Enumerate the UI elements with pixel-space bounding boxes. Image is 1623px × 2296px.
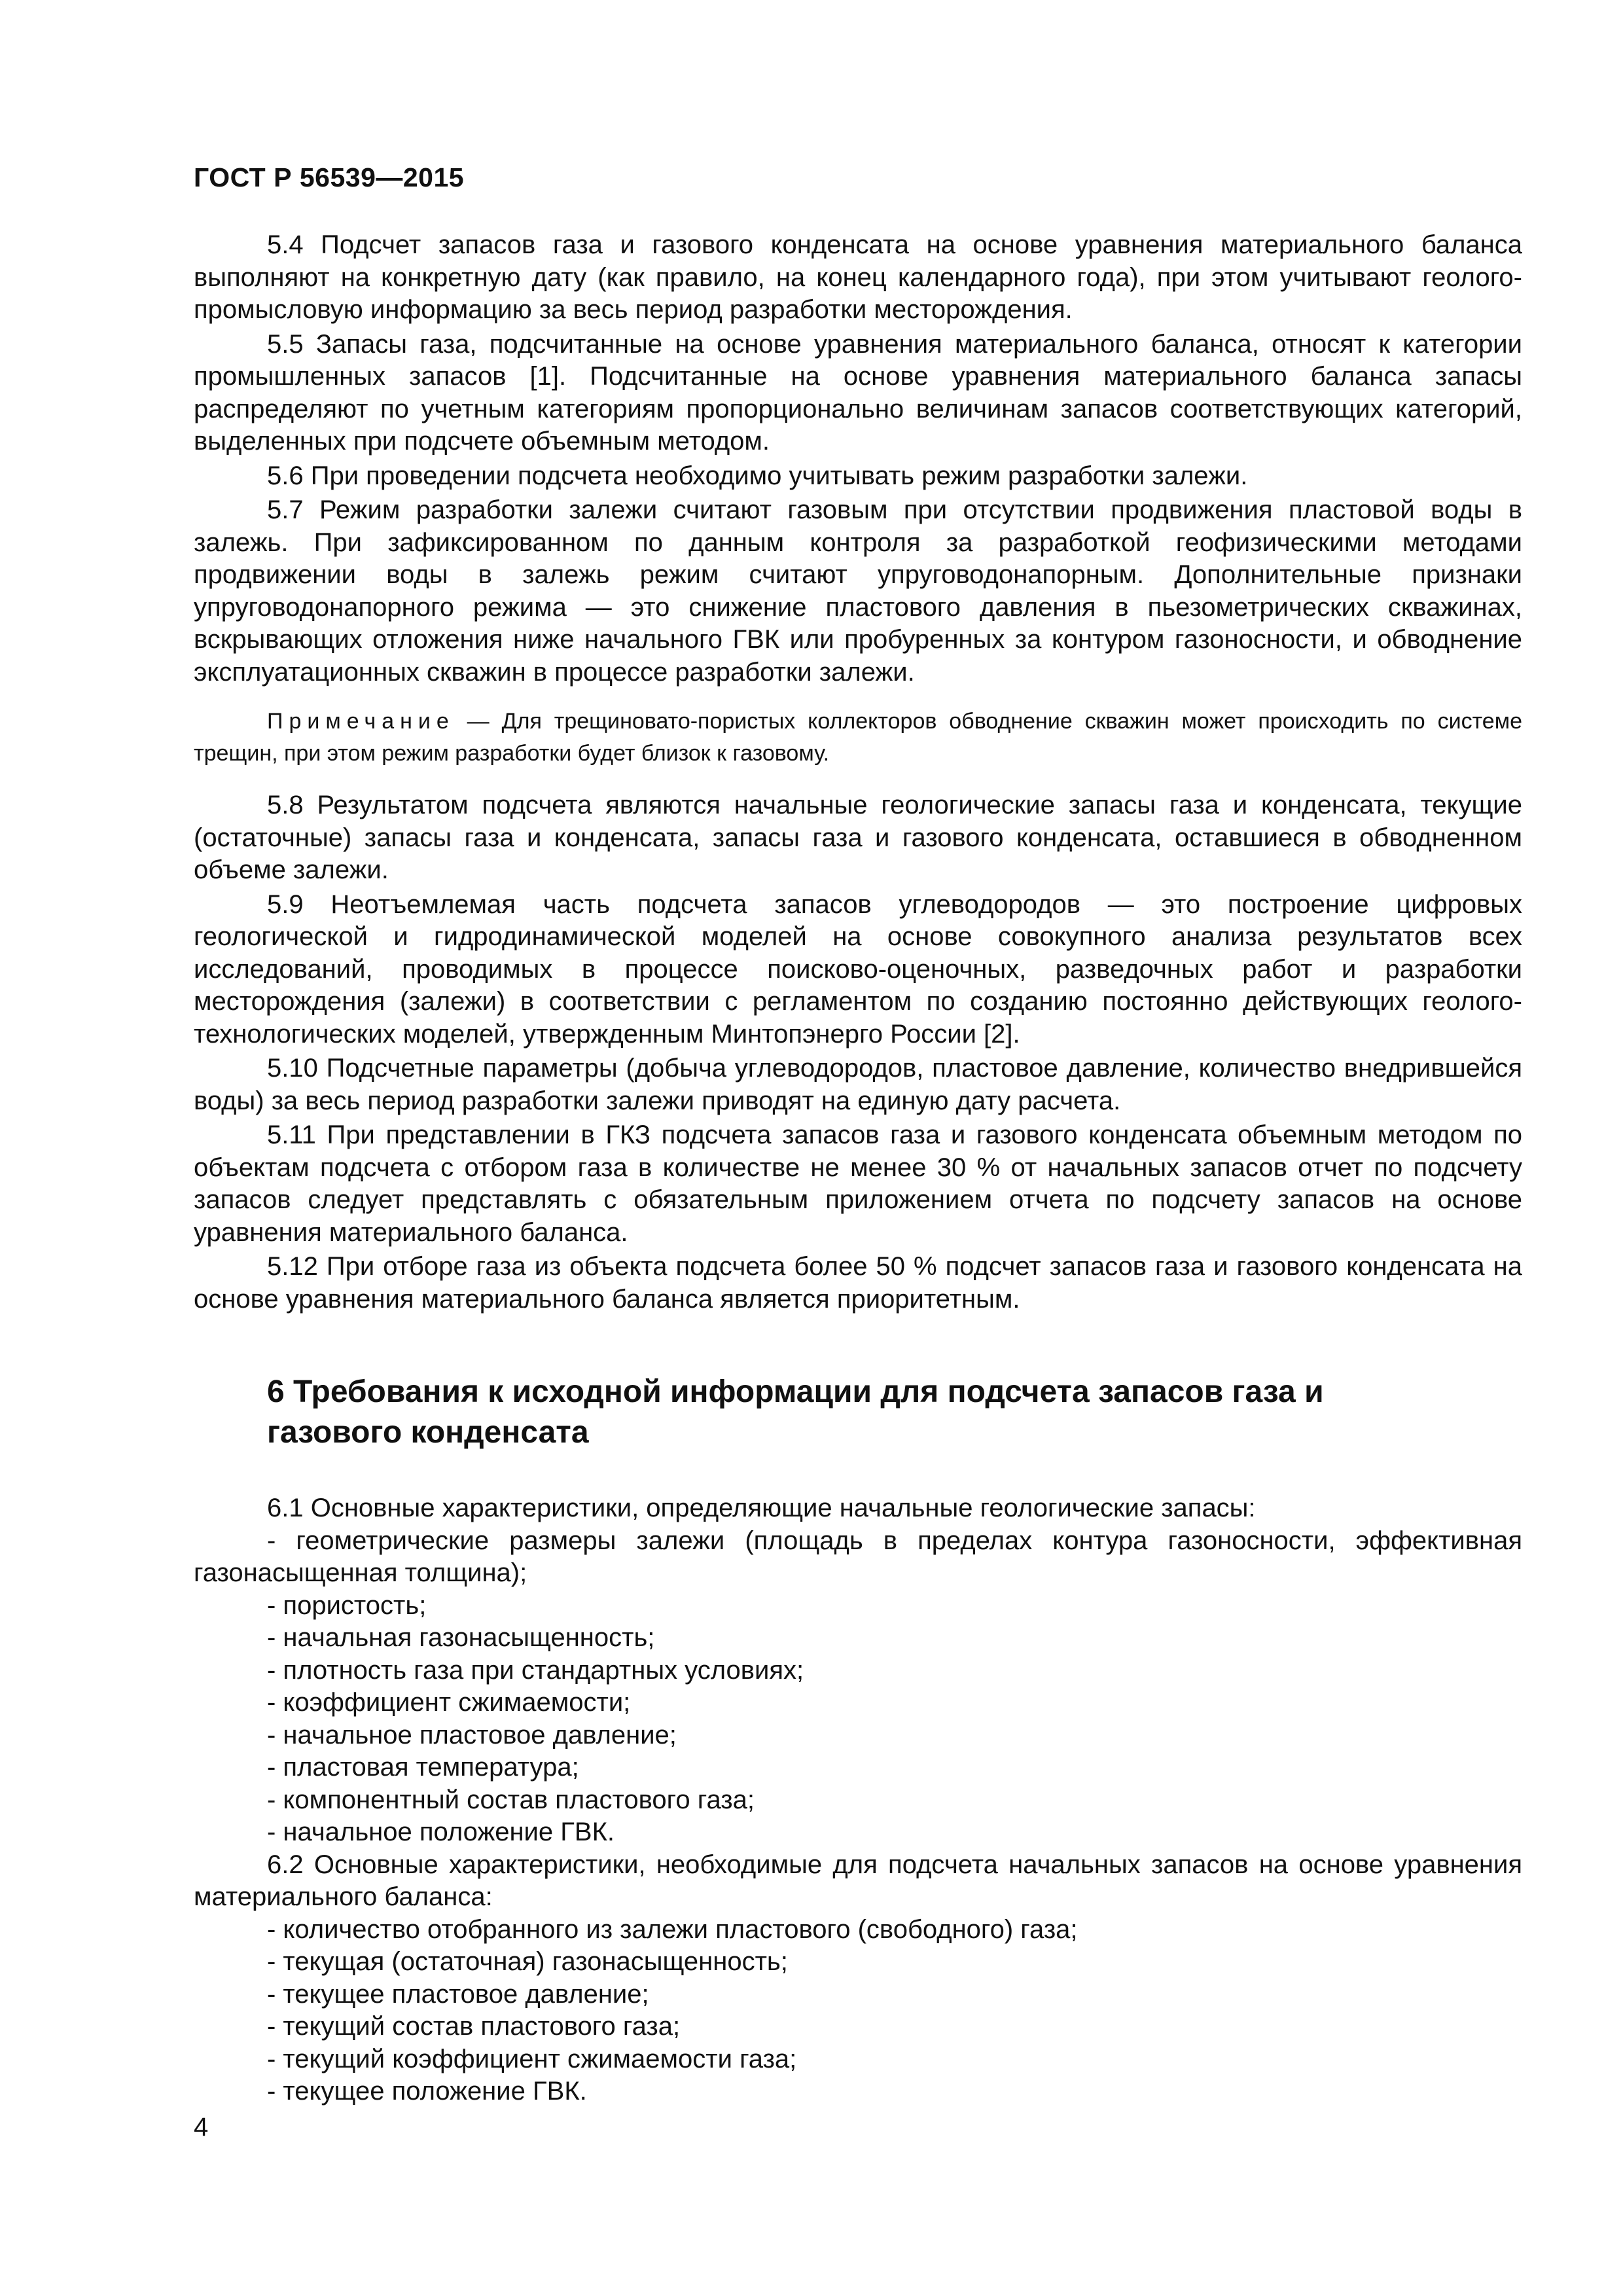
paragraph-5-8: 5.8 Результатом подсчета являются начальные геологические запасы газа и конденсата, текущие (остаточные) запасы газа и конденсата, запасы газа и газового конденсата, оставшиеся в обводненном объеме залежи. xyxy=(194,791,1522,884)
list-item: - начальная газонасыщенность; xyxy=(267,1623,655,1652)
note-label: Примечание xyxy=(267,709,455,734)
list-item: - текущая (остаточная) газонасыщенность; xyxy=(267,1947,788,1976)
list-item: - количество отобранного из залежи пластового (свободного) газа; xyxy=(267,1914,1078,1944)
note xyxy=(194,706,1522,770)
list-item: - компонентный состав пластового газа; xyxy=(267,1785,755,1814)
list-item: - текущее пластовое давление; xyxy=(267,1979,649,2009)
paragraph-5-11: 5.11 При представлении в ГКЗ подсчета запасов газа и газового конденсата объемным методом по объектам подсчета с отбором газа в количестве не менее 30 % от начальных запасов отчет по подсчету запасов следует представлять с обязательным приложением отчета по подсчету запасов на основе уравнения материального баланса. xyxy=(194,1121,1522,1247)
paragraph-5-4: 5.4 Подсчет запасов газа и газового конденсата на основе уравнения материального баланса выполняют на конкретную дату (как правило, на конец календарного года), при этом учитывают геолого-промысловую информацию за весь период разработки месторождения. xyxy=(194,230,1522,324)
section-6-heading: 6 Требования к исходной информации для подсчета запасов газа и газового конденсата xyxy=(267,1374,1324,1450)
list-item: - плотность газа при стандартных условиях; xyxy=(267,1655,804,1685)
page-content xyxy=(194,229,1522,2108)
list-item: - текущее положение ГВК. xyxy=(267,2077,587,2106)
paragraph-5-7: 5.7 Режим разработки залежи считают газовым при отсутствии продвижения пластовой воды в залежь. При зафиксированном по данным контроля за разработкой геофизическими методами продвижении воды в залежь режим считают упруговодонапорным. Дополнительные признаки упруговодонапорного режима — это снижение пластового давления в пьезометрических скважинах, вскрывающих отложения ниже начального ГВК или пробуренных за контуром газоносности, и обводнение эксплуатационных скважин в процессе разработки залежи. xyxy=(194,495,1522,687)
list-item: - геометрические размеры залежи (площадь в пределах контура газоносности, эффективная газонасыщенная толщина); xyxy=(194,1526,1522,1587)
paragraph-5-12: 5.12 При отборе газа из объекта подсчета более 50 % подсчет запасов газа и газового конденсата на основе уравнения материального баланса является приоритетным. xyxy=(194,1252,1522,1314)
page-number: 4 xyxy=(194,2113,209,2142)
list-item: - начальное положение ГВК. xyxy=(267,1818,615,1846)
standard-header: ГОСТ Р 56539—2015 xyxy=(194,162,465,192)
note-text: Для трещиновато-пористых коллекторов обводнение скважин может происходить по системе трещин, при этом режим разработки будет близок к газовому. xyxy=(194,709,1522,766)
list-item: - коэффициент сжимаемости; xyxy=(267,1688,631,1717)
paragraph-5-9: 5.9 Неотъемлемая часть подсчета запасов углеводородов — это построение цифровых геологической и гидродинамической моделей на основе совокупного анализа результатов всех исследований, проводимых в процессе поисково-оценочных, разведочных работ и разработки месторождения (залежи) в соответствии с регламентом по созданию постоянно действующих геолого-технологических моделей, утвержденным Минтопэнерго России [2]. xyxy=(194,889,1522,1049)
paragraph-5-6: 5.6 При проведении подсчета необходимо учитывать режим разработки залежи. xyxy=(267,461,1248,490)
list-item: - пористость; xyxy=(267,1590,427,1620)
list-item: - пластовая температура; xyxy=(267,1753,579,1782)
paragraph-5-5: 5.5 Запасы газа, подсчитанные на основе уравнения материального баланса, относят к категории промышленных запасов [1]. Подсчитанные на основе уравнения материального баланса запасы распределяют по учетным категориям пропорционально величинам запасов соответствующих категорий, выделенных при подсчете объемным методом. xyxy=(194,329,1522,456)
paragraph-6-1: 6.1 Основные характеристики, определяющие начальные геологические запасы: xyxy=(267,1494,1256,1522)
list-item: - текущий коэффициент сжимаемости газа; xyxy=(267,2044,797,2073)
list-item: - текущий состав пластового газа; xyxy=(267,2012,681,2041)
paragraph-6-2: 6.2 Основные характеристики, необходимые для подсчета начальных запасов на основе уравнения материального баланса: xyxy=(194,1850,1522,1911)
paragraph-5-10: 5.10 Подсчетные параметры (добыча углеводородов, пластовое давление, количество внедрившейся воды) за весь период разработки залежи приводят на единую дату расчета. xyxy=(194,1054,1522,1115)
list-item: - начальное пластовое давление; xyxy=(267,1720,677,1749)
note-dash: — xyxy=(454,709,502,734)
